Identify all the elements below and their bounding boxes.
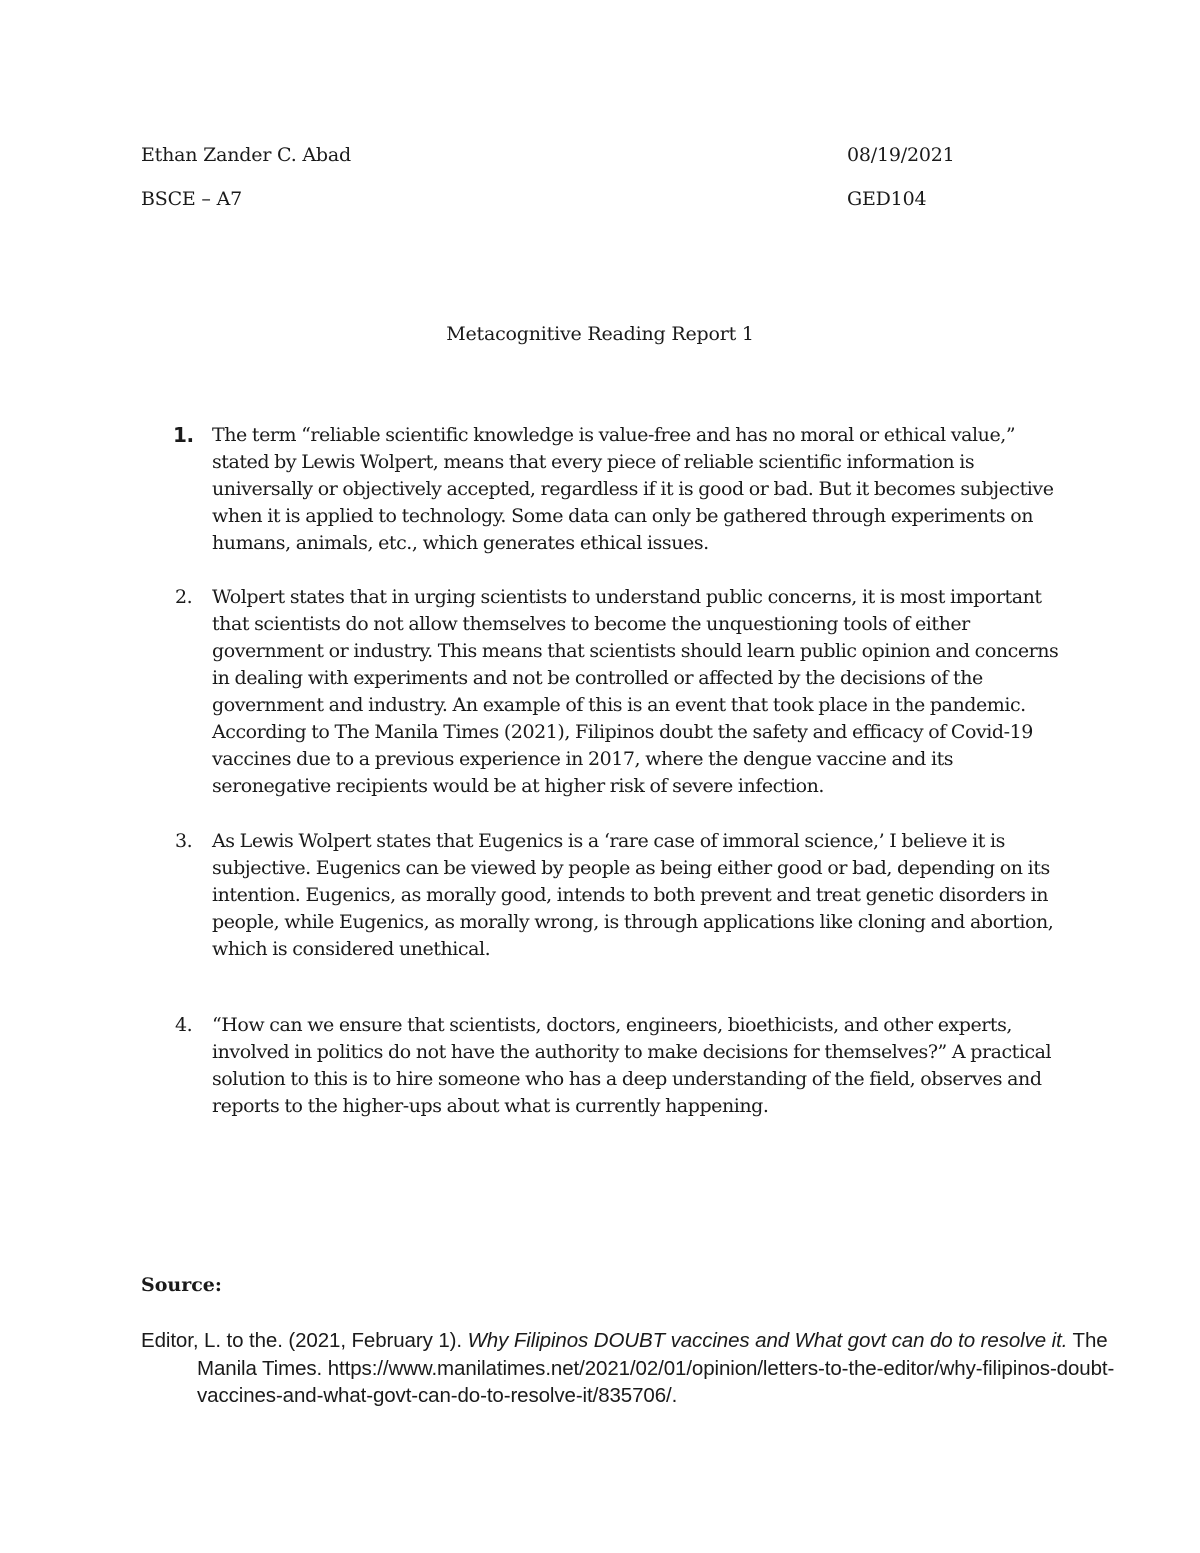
question-item-4 [175,1012,1072,1120]
reference-publisher: The Manila Times. [197,1329,1108,1380]
source-heading: Source: [141,1274,222,1296]
reference-url[interactable]: https://www.manilatimes.net/2021/02/01/opinion/letters-to-the-editor/why-filipinos-doubt-vaccines-and-what-govt-can-do-to-resolve-it/835706/. [197,1356,1115,1407]
question-number: 2. [175,586,193,608]
question-number: 3. [175,830,193,852]
question-text: The term “reliable scientific knowledge is value-free and has no moral or ethical value,” stated by Lewis Wolpert, means that every piece of reliable scientific information is universally or objectively accepted, regardless if it is good or bad. But it becomes subjective when it is applied to technology. Some data can only be gathered through experiments on humans, animals, etc., which generates ethical issues. [212,424,1054,554]
student-name: Ethan Zander C. Abad [141,144,351,166]
question-text: “How can we ensure that scientists, doctors, engineers, bioethicists, and other experts, involved in politics do not have the authority to make decisions for themselves?” A practical solution to this is to hire someone who has a deep understanding of the field, observes and reports to the higher-ups about what is currently happening. [212,1014,1052,1117]
course-code: GED104 [847,188,927,210]
question-number: 1. [173,423,194,447]
question-item-2 [175,584,1072,800]
question-text: Wolpert states that in urging scientists to understand public concerns, it is most important that scientists do not allow themselves to become the unquestioning tools of either government or industry. This means that scientists should learn public opinion and concerns in dealing with experiments and not be controlled or affected by the decisions of the government and industry. An example of this is an event that took place in the pandemic. According to The Manila Times (2021), Filipinos doubt the safety and efficacy of Covid-19 vaccines due to a previous experience in 2017, where the dengue vaccine and its seronegative recipients would be at higher risk of severe infection. [212,586,1059,797]
question-number: 4. [175,1014,193,1036]
report-title: Metacognitive Reading Report 1 [446,323,754,345]
reference-title: Why Filipinos DOUBT vaccines and What govt can do to resolve it. [467,1329,1068,1352]
reference-authors: Editor, L. to the. (2021, February 1). [141,1329,468,1352]
question-text: As Lewis Wolpert states that Eugenics is a ‘rare case of immoral science,’ I believe it is subjective. Eugenics can be viewed by people as being either good or bad, depending on its intention. Eugenics, as morally good, intends to both prevent and treat genetic disorders in people, while Eugenics, as morally wrong, is through applications like cloning and abortion, which is considered unethical. [212,830,1054,960]
report-date: 08/19/2021 [847,144,955,166]
reference-entry [141,1327,1127,1410]
student-section: BSCE – A7 [141,188,242,210]
question-item-1 [173,422,1072,557]
question-item-3 [175,828,1072,963]
